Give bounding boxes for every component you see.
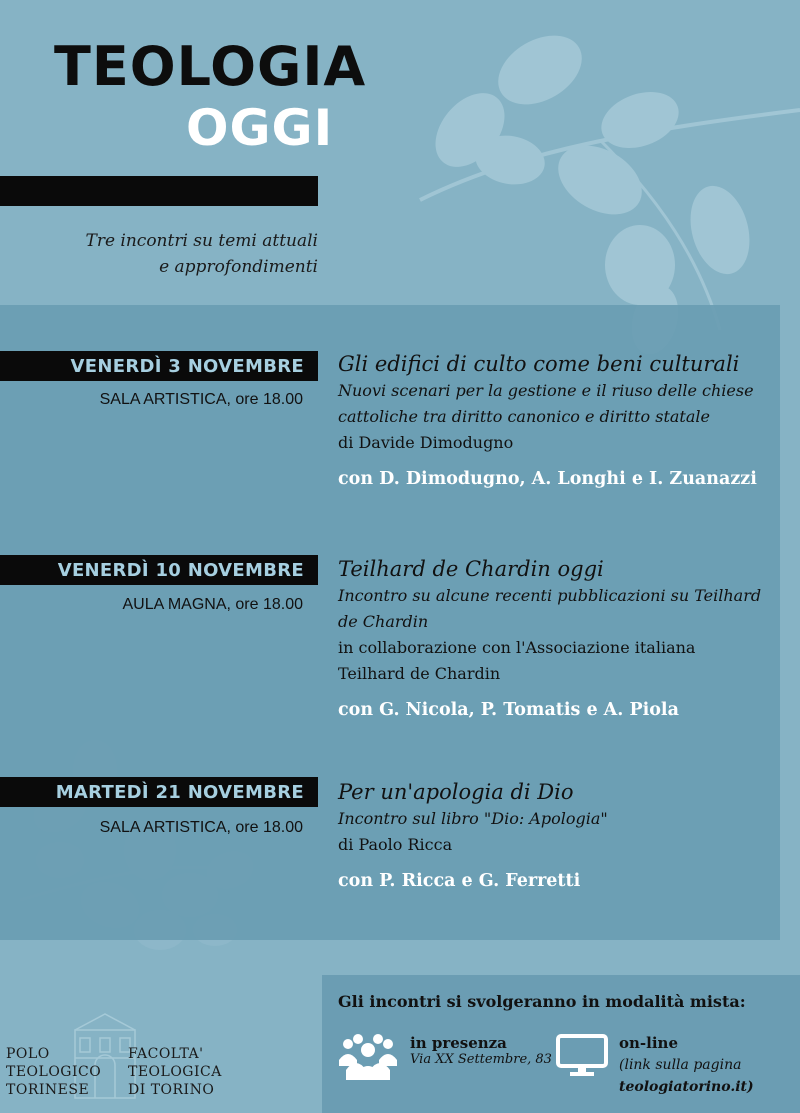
logo-line: TEOLOGICA [128, 1064, 222, 1080]
online-note-line: (link sulla pagina [619, 1057, 742, 1073]
event-title: Per un'apologia di Dio [338, 780, 574, 804]
page-title: TEOLOGIA [54, 35, 367, 98]
event-details [338, 778, 778, 894]
logo-line: TEOLOGICO [6, 1064, 102, 1080]
event-participants: con P. Ricca e G. Ferretti [338, 871, 581, 891]
event-subtitle-line: cattoliche tra diritto canonico e diritto statale [338, 407, 710, 426]
event-date-bar [0, 777, 318, 807]
event-author: di Paolo Ricca [338, 835, 453, 854]
event-author: in collaborazione con l'Associazione italiana [338, 638, 696, 657]
presence-address: Via XX Settembre, 83 [410, 1052, 552, 1067]
event-author: Teilhard de Chardin [338, 664, 501, 683]
event-date: VENERDÌ 3 NOVEMBRE [70, 355, 304, 377]
online-label: on-line [619, 1034, 678, 1052]
event-subtitle-line: Incontro su alcune recenti pubblicazioni su Teilhard [338, 586, 762, 605]
event-date-bar [0, 555, 318, 585]
attendance-mode-title: Gli incontri si svolgeranno in modalità mista: [338, 992, 746, 1011]
title-underline-bar [0, 176, 318, 206]
event-details [338, 555, 778, 723]
page-title-second-line: OGGI [186, 99, 334, 157]
event-author: di Davide Dimodugno [338, 433, 514, 452]
facolta-teologica-logo [128, 1045, 222, 1099]
logo-line: DI TORINO [128, 1082, 215, 1098]
logo-line: POLO [6, 1046, 50, 1062]
event-title: Teilhard de Chardin oggi [338, 557, 604, 581]
event-venue: SALA ARTISTICA, ore 18.00 [99, 819, 303, 836]
group-people-icon [336, 1030, 400, 1080]
polo-teologico-logo [6, 1045, 101, 1099]
logo-line: TORINESE [6, 1082, 90, 1098]
event-date-bar [0, 351, 318, 381]
subtitle-line: Tre incontri su temi attuali [85, 231, 318, 251]
event-venue: SALA ARTISTICA, ore 18.00 [99, 391, 303, 408]
presence-label: in presenza [410, 1034, 507, 1052]
event-participants: con D. Dimodugno, A. Longhi e I. Zuanazzi [338, 469, 757, 489]
subtitle [30, 228, 318, 280]
event-title: Gli edifici di culto come beni culturali [338, 352, 740, 376]
event-participants: con G. Nicola, P. Tomatis e A. Piola [338, 700, 679, 720]
event-subtitle-line: Incontro sul libro "Dio: Apologia" [338, 809, 608, 828]
monitor-icon [556, 1034, 608, 1078]
event-date: MARTEDÌ 21 NOVEMBRE [55, 781, 304, 803]
logo-line: FACOLTA' [128, 1046, 204, 1062]
event-subtitle-line: de Chardin [338, 612, 429, 631]
event-details [338, 350, 778, 492]
online-site[interactable]: teologiatorino.it) [619, 1079, 754, 1095]
online-note [619, 1054, 789, 1098]
event-venue: AULA MAGNA, ore 18.00 [122, 596, 303, 613]
subtitle-line: e approfondimenti [159, 257, 318, 277]
event-subtitle-line: Nuovi scenari per la gestione e il riuso delle chiese [338, 381, 754, 400]
event-date: VENERDÌ 10 NOVEMBRE [57, 559, 304, 581]
